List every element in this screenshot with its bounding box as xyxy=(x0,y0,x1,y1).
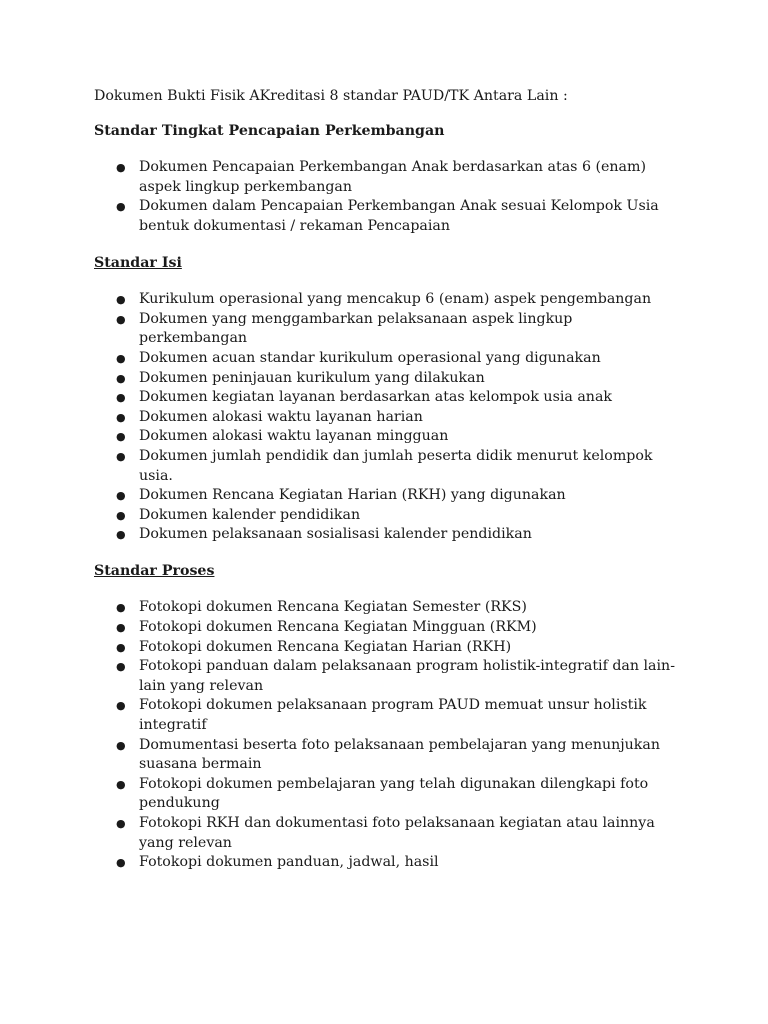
list-item: ● Dokumen acuan standar kurikulum operasional yang digunakan xyxy=(94,349,684,369)
bullet-icon: ● xyxy=(116,391,126,405)
bullet-icon: ● xyxy=(116,660,126,674)
bullet-icon: ● xyxy=(116,351,126,365)
list-tingkat-pencapaian xyxy=(94,158,694,236)
list-proses xyxy=(94,598,694,872)
bullet-icon: ● xyxy=(116,489,126,503)
bullet-icon: ● xyxy=(116,293,126,307)
list-item: ● Dokumen kalender pendidikan xyxy=(94,506,684,526)
bullet-icon: ● xyxy=(116,738,126,752)
list-item: ● Fotokopi dokumen panduan, jadwal, hasil xyxy=(94,853,684,873)
bullet-icon: ● xyxy=(116,410,126,424)
bullet-icon: ● xyxy=(116,640,126,654)
list-item: ● Dokumen Pencapaian Perkembangan Anak berdasarkan atas 6 (enam) aspek lingkup perkembangan xyxy=(116,159,647,195)
bullet-icon: ● xyxy=(116,528,126,542)
bullet-icon: ● xyxy=(116,371,126,385)
list-item: ● Fotokopi dokumen Rencana Kegiatan Semester (RKS) xyxy=(94,598,684,618)
bullet-icon: ● xyxy=(116,200,126,214)
list-item: ● Fotokopi dokumen pembelajaran yang telah digunakan dilengkapi foto pendukung xyxy=(116,775,649,812)
bullet-icon: ● xyxy=(116,312,126,326)
bullet-icon: ● xyxy=(116,449,126,463)
document-body xyxy=(94,87,694,890)
bullet-icon: ● xyxy=(116,508,126,522)
bullet-icon: ● xyxy=(116,601,126,615)
bullet-icon: ● xyxy=(116,621,126,635)
list-item: ● Fotokopi RKH dan dokumentasi foto pelaksanaan kegiatan atau lainnya yang relevan xyxy=(116,815,655,851)
list-item: ● Domumentasi beserta foto pelaksanaan pembelajaran yang menunjukan suasana bermain xyxy=(116,736,660,773)
list-isi xyxy=(94,290,694,545)
list-item: ● Fotokopi dokumen Rencana Kegiatan Harian (RKH) xyxy=(94,638,684,658)
bullet-icon: ● xyxy=(116,699,126,713)
section-heading-tingkat-pencapaian: Standar Tingkat Pencapaian Perkembangan xyxy=(94,122,445,139)
bullet-icon: ● xyxy=(116,856,126,870)
list-item: ● Dokumen peninjauan kurikulum yang dilakukan xyxy=(94,369,684,389)
list-item: ● Fotokopi panduan dalam pelaksanaan program holistik-integratif dan lain-lain yang relevan xyxy=(116,658,675,694)
list-item: ● Fotokopi dokumen pelaksanaan program PAUD memuat unsur holistik integratif xyxy=(116,697,647,734)
section-heading-proses: Standar Proses xyxy=(94,562,215,579)
list-item: ● Dokumen yang menggambarkan pelaksanaan aspek lingkup perkembangan xyxy=(116,310,573,347)
bullet-icon: ● xyxy=(116,161,126,175)
intro-text: Dokumen Bukti Fisik AKreditasi 8 standar PAUD/TK Antara Lain : xyxy=(94,88,568,104)
list-item: ● Dokumen alokasi waktu layanan mingguan xyxy=(94,427,684,447)
list-item: ● Dokumen kegiatan layanan berdasarkan atas kelompok usia anak xyxy=(94,388,684,408)
list-item: ● Kurikulum operasional yang mencakup 6 (enam) aspek pengembangan xyxy=(94,290,684,310)
bullet-icon: ● xyxy=(116,777,126,791)
section-heading-isi: Standar Isi xyxy=(94,254,182,271)
list-item: ● Dokumen pelaksanaan sosialisasi kalender pendidikan xyxy=(94,525,684,545)
list-item: ● Dokumen Rencana Kegiatan Harian (RKH) yang digunakan xyxy=(94,486,684,506)
list-item: ● Fotokopi dokumen Rencana Kegiatan Mingguan (RKM) xyxy=(94,618,684,638)
list-item: ● Dokumen jumlah pendidik dan jumlah peserta didik menurut kelompok usia. xyxy=(116,447,653,484)
bullet-icon: ● xyxy=(116,817,126,830)
bullet-icon: ● xyxy=(116,430,126,444)
list-item: ● Dokumen dalam Pencapaian Perkembangan Anak sesuai Kelompok Usia bentuk dokumentasi / rekaman Pencapaian xyxy=(116,198,659,234)
list-item: ● Dokumen alokasi waktu layanan harian xyxy=(94,408,684,428)
